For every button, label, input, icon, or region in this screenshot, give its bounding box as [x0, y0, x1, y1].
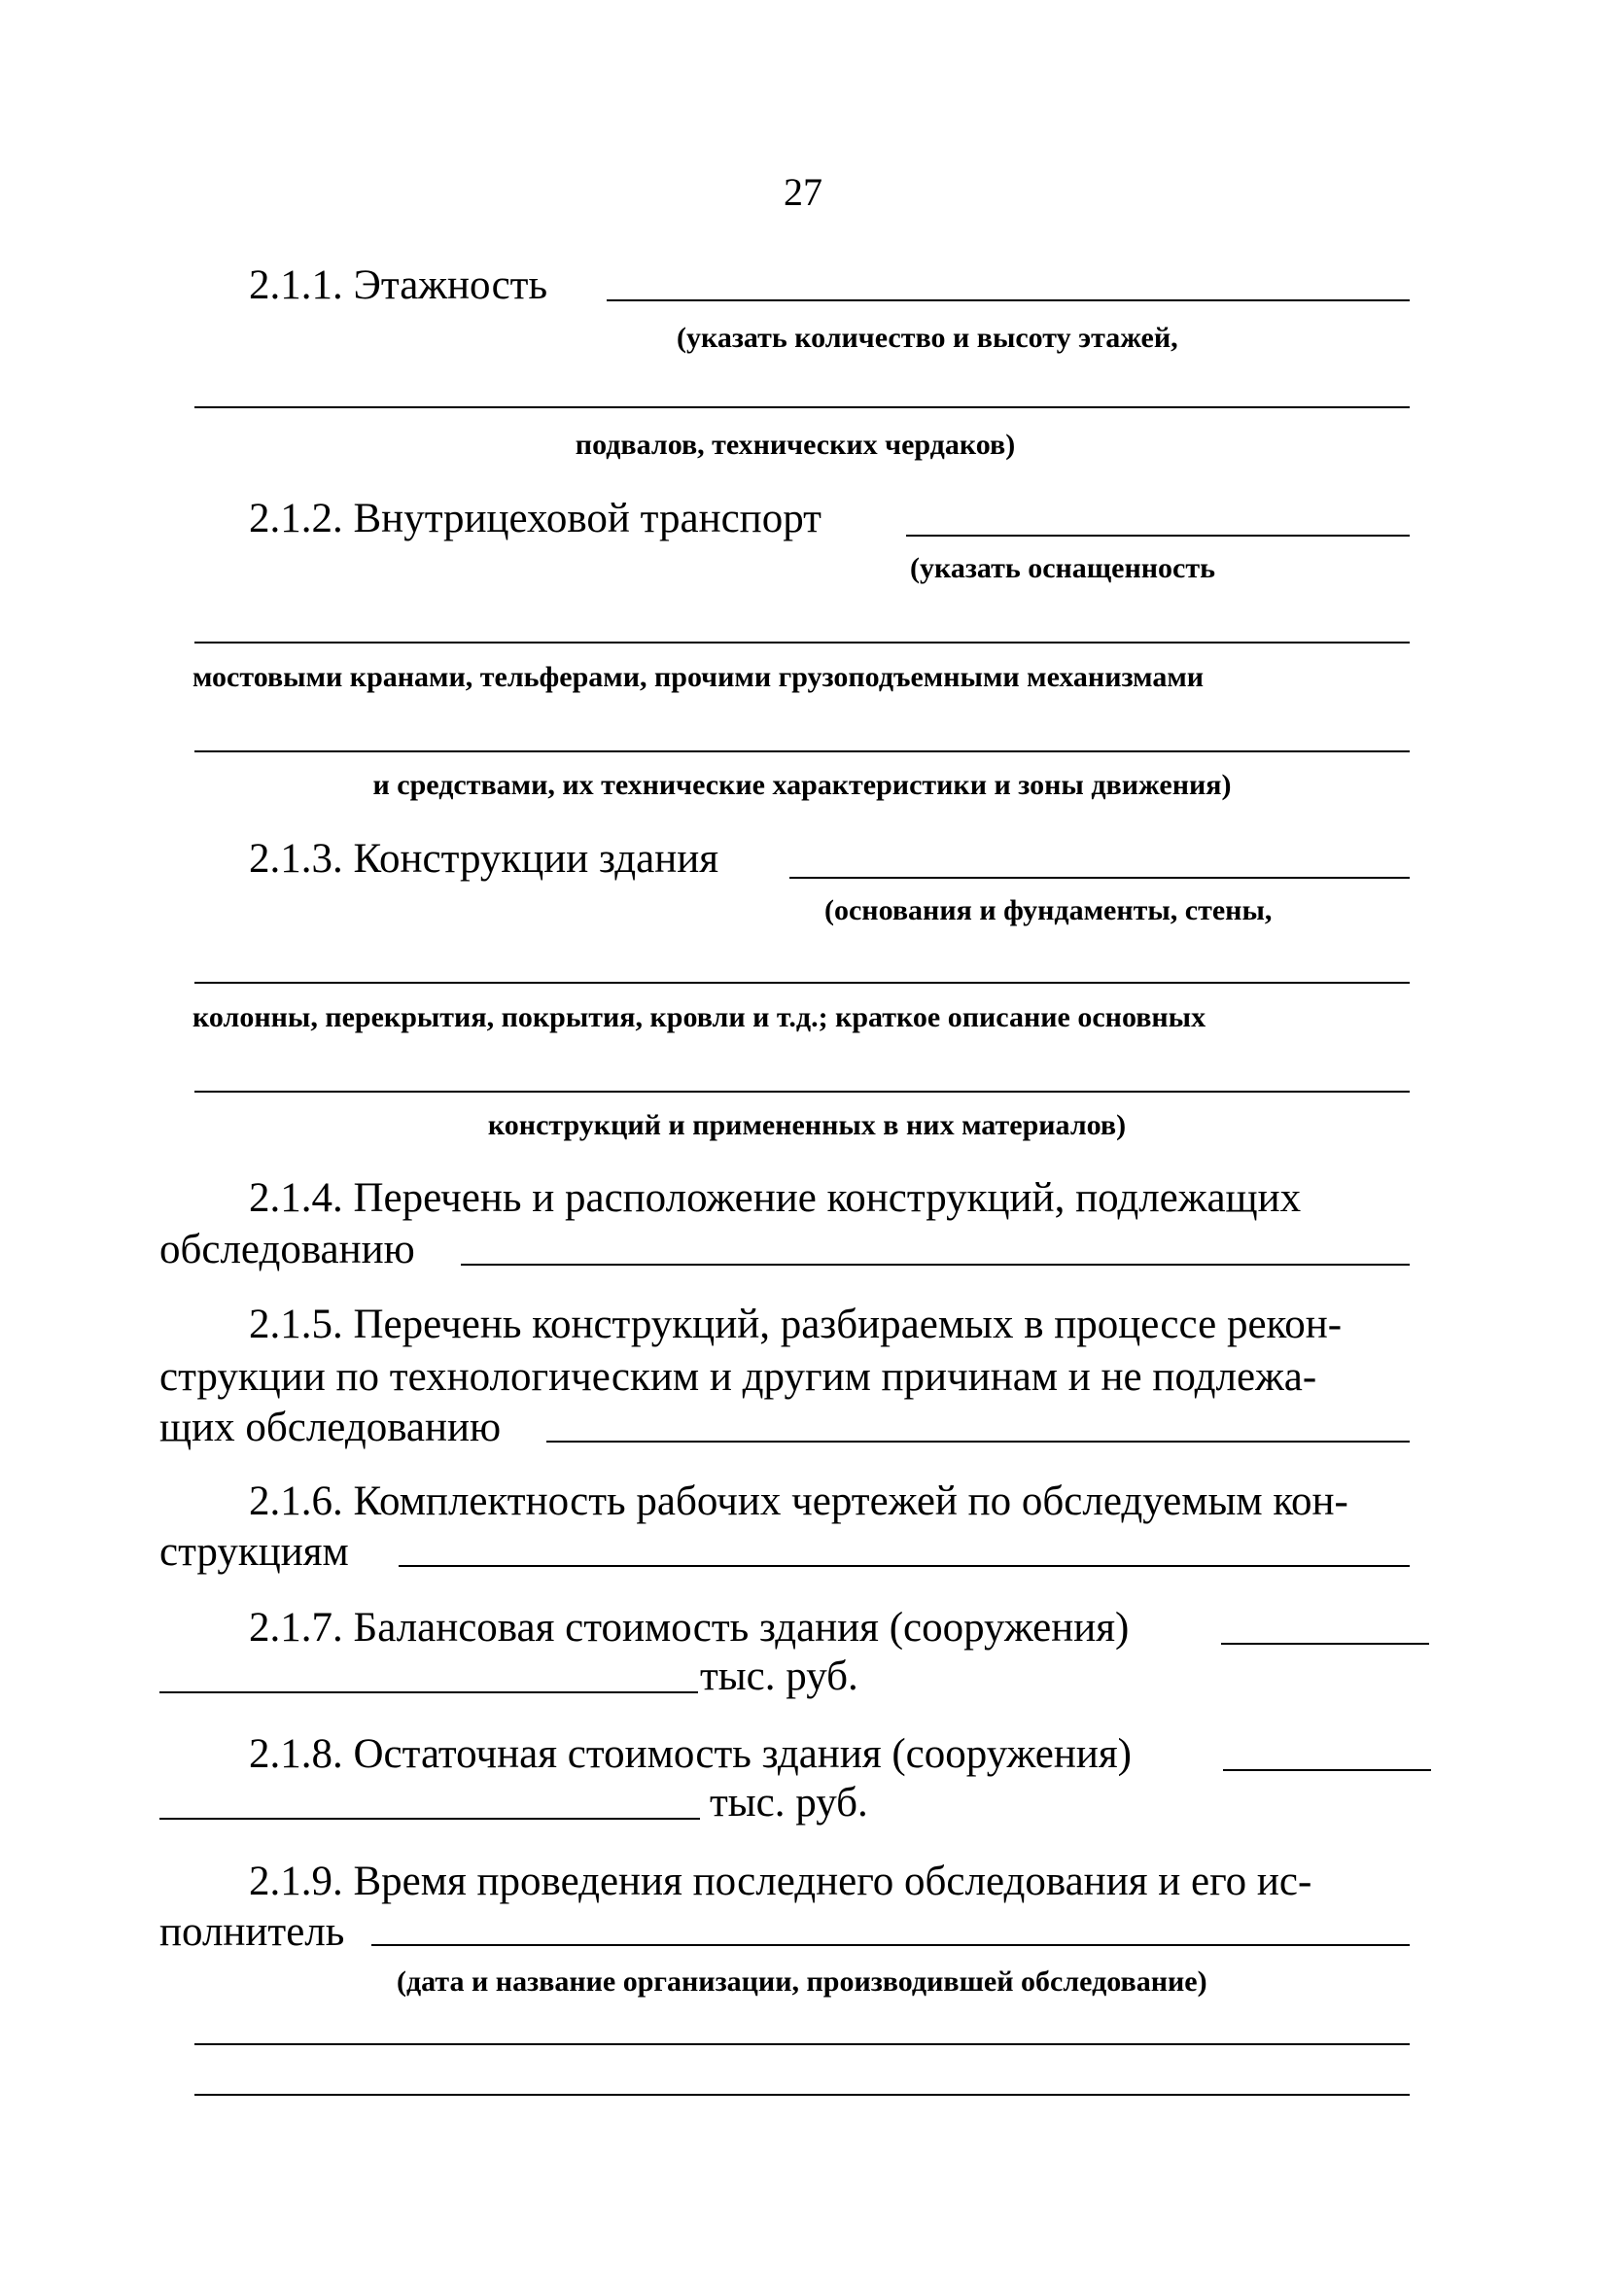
item-2-1-3-field-2[interactable]: [194, 982, 1410, 984]
page-number: 27: [784, 170, 822, 214]
item-2-1-1-hint-1: (указать количество и высоту этажей,: [677, 322, 1178, 354]
item-2-1-7-line-1: 2.1.7. Балансовая стоимость здания (сооружения): [249, 1605, 1130, 1651]
item-2-1-2-hint-2: мостовыми кранами, тельферами, прочими грузоподъемными механизмами: [192, 661, 1205, 693]
item-2-1-6-line-1: 2.1.6. Комплектность рабочих чертежей по обследуемым кон-: [249, 1478, 1348, 1524]
item-2-1-1-field[interactable]: [607, 299, 1410, 301]
item-2-1-9-field-2[interactable]: [194, 2043, 1410, 2045]
item-2-1-6-field[interactable]: [399, 1565, 1410, 1567]
item-2-1-9-line-2: полнитель: [159, 1909, 345, 1955]
item-2-1-3-field-3[interactable]: [194, 1091, 1410, 1093]
item-2-1-3-hint-3: конструкций и примененных в них материалов): [487, 1109, 1127, 1141]
item-2-1-5-line-3: щих обследованию: [159, 1405, 502, 1450]
item-2-1-2-label: 2.1.2. Внутрицеховой транспорт: [249, 496, 821, 541]
item-2-1-1-field-2[interactable]: [194, 406, 1410, 408]
item-2-1-4-line-2: обследованию: [159, 1227, 415, 1272]
item-2-1-3-hint-2: колонны, перекрытия, покрытия, кровли и т.д.; краткое описание основных: [192, 1001, 1206, 1033]
item-2-1-1-hint-2: подвалов, технических чердаков): [575, 429, 1016, 461]
item-2-1-3-hint-1: (основания и фундаменты, стены,: [824, 894, 1273, 926]
item-2-1-2-field-3[interactable]: [194, 750, 1410, 752]
item-2-1-4-line-1: 2.1.4. Перечень и расположение конструкций, подлежащих: [249, 1175, 1302, 1221]
item-2-1-9-hint-1: (дата и название организации, производившей обследование): [397, 1966, 1207, 1998]
item-2-1-8-line-1: 2.1.8. Остаточная стоимость здания (сооружения): [249, 1731, 1132, 1777]
item-2-1-5-line-1: 2.1.5. Перечень конструкций, разбираемых в процессе рекон-: [249, 1302, 1343, 1347]
item-2-1-5-line-2: струкции по технологическим и другим причинам и не подлежа-: [159, 1354, 1317, 1400]
item-2-1-8-field[interactable]: [1223, 1769, 1431, 1771]
item-2-1-2-field-2[interactable]: [194, 642, 1410, 644]
item-2-1-3-label: 2.1.3. Конструкции здания: [249, 836, 719, 882]
item-2-1-1-label: 2.1.1. Этажность: [249, 262, 548, 308]
item-2-1-6-line-2: струкциям: [159, 1529, 349, 1575]
item-2-1-4-field[interactable]: [461, 1264, 1410, 1266]
item-2-1-3-field[interactable]: [789, 877, 1410, 879]
item-2-1-9-field[interactable]: [371, 1944, 1410, 1946]
item-2-1-7-field[interactable]: [1221, 1643, 1429, 1645]
item-2-1-7-unit: тыс. руб.: [700, 1653, 858, 1699]
item-2-1-2-hint-3: и средствами, их технические характеристики и зоны движения): [372, 769, 1232, 801]
item-2-1-5-field[interactable]: [546, 1441, 1410, 1443]
item-2-1-8-field-2[interactable]: [159, 1818, 700, 1820]
item-2-1-2-hint-1: (указать оснащенность: [910, 552, 1215, 584]
item-2-1-9-line-1: 2.1.9. Время проведения последнего обследования и его ис-: [249, 1859, 1312, 1904]
item-2-1-7-field-2[interactable]: [159, 1691, 698, 1693]
item-2-1-8-unit: тыс. руб.: [710, 1780, 868, 1826]
item-2-1-9-field-3[interactable]: [194, 2094, 1410, 2096]
item-2-1-2-field[interactable]: [906, 535, 1410, 537]
